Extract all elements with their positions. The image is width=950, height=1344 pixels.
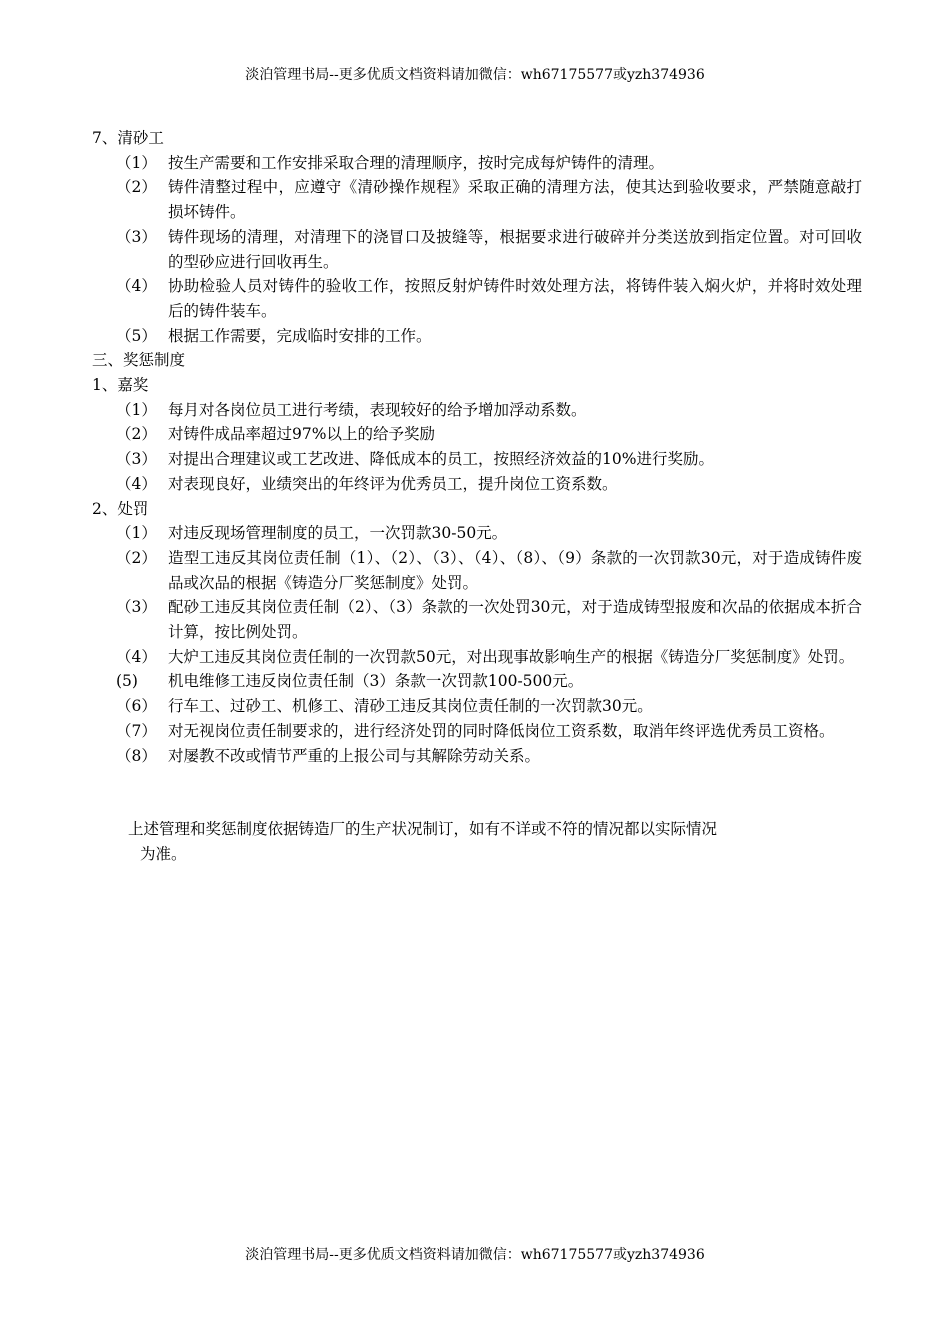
document-body: [92, 126, 862, 867]
item-number: （6）: [116, 697, 157, 716]
closing-paragraph: [92, 817, 862, 866]
list-item: [92, 225, 862, 274]
list-item: [92, 546, 862, 595]
item-text: 对无视岗位责任制要求的，进行经济处罚的同时降低岗位工资系数，取消年终评选优秀员工资格。: [168, 721, 835, 740]
list-item: [92, 422, 862, 447]
item-number: （2）: [116, 425, 157, 444]
item-number: （2）: [116, 178, 157, 197]
item-number: （1）: [116, 400, 157, 419]
item-number: （1）: [116, 524, 157, 543]
item-text: 机电维修工违反岗位责任制（3）条款一次罚款100-500元。: [168, 672, 584, 691]
item-number: （3）: [116, 227, 157, 246]
list-item: [92, 744, 862, 769]
list-item: [92, 694, 862, 719]
list-item: [92, 324, 862, 349]
item-number: （3）: [116, 598, 157, 617]
item-text: 按生产需要和工作安排采取合理的清理顺序，按时完成每炉铸件的清理。: [168, 153, 665, 172]
item-text: 对表现良好，业绩突出的年终评为优秀员工，提升岗位工资系数。: [168, 474, 618, 493]
list-item: [92, 595, 862, 644]
item-text: 协助检验人员对铸件的验收工作，按照反射炉铸件时效处理方法，将铸件装入焖火炉，并将时效处理后的铸件装车。: [168, 277, 862, 320]
list-item: [92, 175, 862, 224]
item-text: 造型工违反其岗位责任制（1）、（2）、（3）、（4）、（8）、（9）条款的一次罚款30元，对于造成铸件废品或次品的根据《铸造分厂奖惩制度》处罚。: [168, 548, 862, 592]
item-number: （3）: [116, 450, 157, 469]
section-3-title: 三、奖惩制度: [92, 351, 186, 370]
list-item: [92, 151, 862, 176]
list-item: [92, 274, 862, 323]
item-text: 铸件现场的清理，对清理下的浇冒口及披缝等，根据要求进行破碎并分类送放到指定位置。对可回收的型砂应进行回收再生。: [168, 227, 862, 271]
page-header: 淡泊管理书局--更多优质文档资料请加微信：wh67175577或yzh374936: [245, 67, 705, 83]
reward-title: 1、嘉奖: [92, 376, 149, 395]
list-item: [92, 719, 862, 744]
item-text: 对提出合理建议或工艺改进、降低成本的员工，按照经济效益的10%进行奖励。: [168, 450, 714, 469]
list-item: [92, 521, 862, 546]
item-text: 对铸件成品率超过97%以上的给予奖励: [168, 425, 435, 444]
item-number: （2）: [116, 548, 157, 567]
item-text: 大炉工违反其岗位责任制的一次罚款50元，对出现事故影响生产的根据《铸造分厂奖惩制度》处罚。: [168, 647, 855, 666]
item-number: （7）: [116, 721, 157, 740]
list-item: [92, 447, 862, 472]
item-number: （1）: [116, 153, 157, 172]
item-number: （8）: [116, 746, 157, 765]
item-number: （4）: [116, 647, 157, 666]
list-item: [92, 645, 862, 670]
item-text: 每月对各岗位员工进行考绩，表现较好的给予增加浮动系数。: [168, 400, 587, 419]
list-item: [92, 398, 862, 423]
list-item: [92, 669, 862, 694]
penalty-title: 2、处罚: [92, 499, 149, 518]
closing-line-2: 为准。: [140, 844, 187, 863]
item-text: 对违反现场管理制度的员工，一次罚款30-50元。: [168, 524, 508, 543]
item-number: （4）: [116, 277, 157, 296]
list-item: [92, 472, 862, 497]
closing-line-1: 上述管理和奖惩制度依据铸造厂的生产状况制订，如有不详或不符的情况都以实际情况: [128, 820, 718, 839]
page-footer: 淡泊管理书局--更多优质文档资料请加微信：wh67175577或yzh374936: [245, 1247, 705, 1263]
item-number: （5）: [116, 326, 157, 345]
item-text: 根据工作需要，完成临时安排的工作。: [168, 326, 432, 345]
section-7-title: 7、清砂工: [92, 129, 164, 147]
item-text: 配砂工违反其岗位责任制（2）、（3）条款的一次处罚30元，对于造成铸型报废和次品的依据成本折合计算，按比例处罚。: [168, 598, 862, 642]
spacer: [92, 768, 862, 817]
item-text: 对屡教不改或情节严重的上报公司与其解除劳动关系。: [168, 746, 541, 765]
item-text: 铸件清整过程中，应遵守《清砂操作规程》采取正确的清理方法，使其达到验收要求，严禁随意敲打损坏铸件。: [168, 178, 862, 222]
item-number: (5): [116, 672, 138, 691]
item-text: 行车工、过砂工、机修工、清砂工违反其岗位责任制的一次罚款30元。: [168, 697, 653, 716]
item-number: （4）: [116, 474, 157, 493]
